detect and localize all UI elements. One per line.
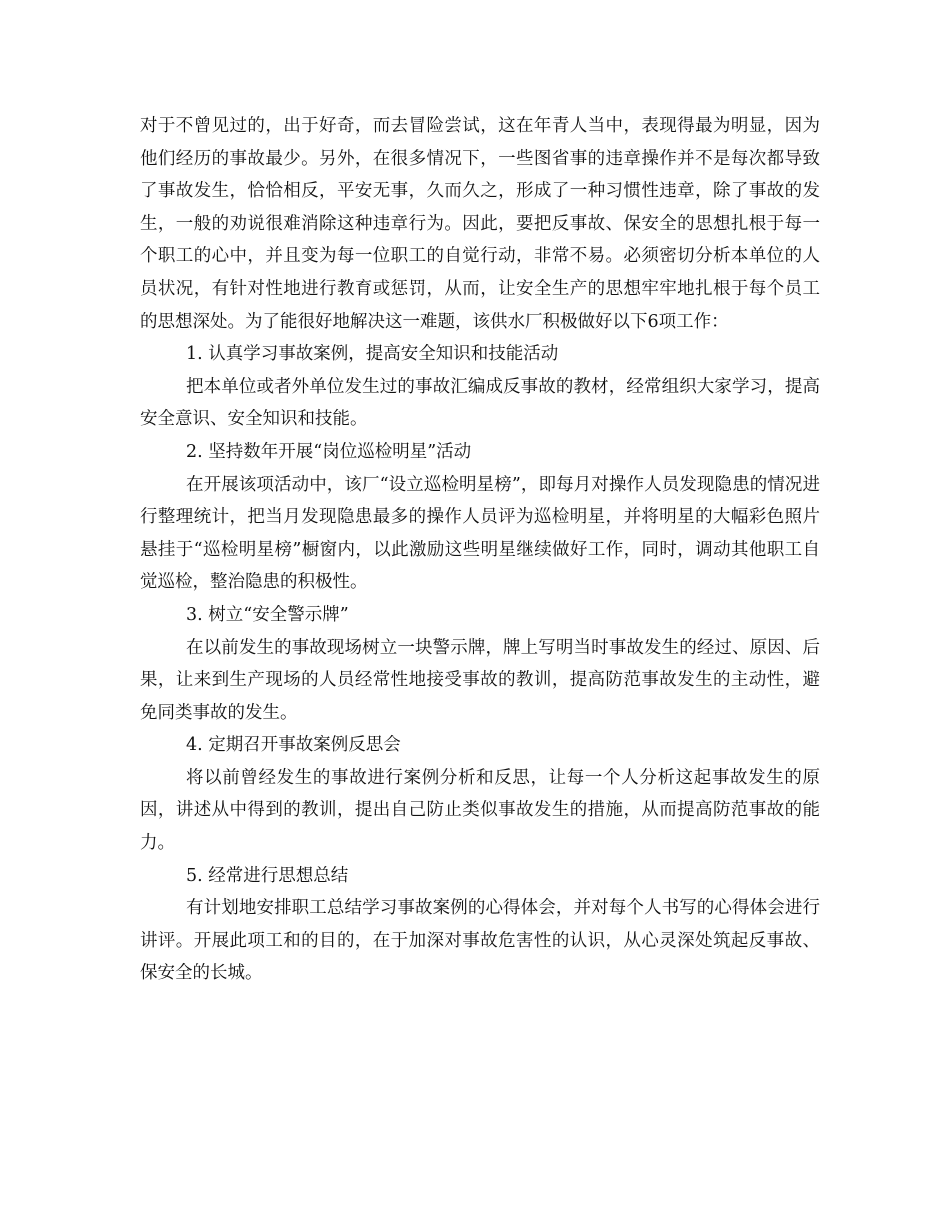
- section-heading-4: 4. 定期召开事故案例反思会: [186, 735, 401, 756]
- section-heading-3: 3. 树立“安全警示牌”: [186, 604, 349, 625]
- section-heading-5: 5. 经常进行思想总结: [186, 865, 349, 886]
- section-body-2: 在开展该项活动中，该厂“设立巡检明星榜”，即每月对操作人员发现隐患的情况进行整理统计，把当月发现隐患最多的操作人员评为巡检明星，并将明星的大幅彩色照片悬挂于“巡检明星榜”橱窗内，以此激励这些明星继续做好工作，同时，调动其他职工自觉巡检，整治隐患的积极性。: [140, 474, 820, 593]
- section-heading-2: 2. 坚持数年开展“岗位巡检明星”活动: [186, 441, 472, 462]
- document-page: [140, 110, 820, 990]
- section-heading-1: 1. 认真学习事故案例，提高安全知识和技能活动: [186, 344, 559, 365]
- section-body-4: 将以前曾经发生的事故进行案例分析和反思，让每一个人分析这起事故发生的原因，讲述从中得到的教训，提出自己防止类似事故发生的措施，从而提高防范事故的能力。: [140, 767, 820, 854]
- section-body-5: 有计划地安排职工总结学习事故案例的心得体会，并对每个人书写的心得体会进行讲评。开展此项工和的目的，在于加深对事故危害性的认识，从心灵深处筑起反事故、保安全的长城。: [140, 898, 820, 984]
- intro-paragraph: 对于不曾见过的，出于好奇，而去冒险尝试，这在年青人当中，表现得最为明显，因为他们经历的事故最少。另外，在很多情况下，一些图省事的违章操作并不是每次都导致了事故发生，恰恰相反，平安无事，久而久之，形成了一种习惯性违章，除了事故的发生，一般的劝说很难消除这种违章行为。因此，要把反事故、保安全的思想扎根于每一个职工的心中，并且变为每一位职工的自觉行动，非常不易。必须密切分析本单位的人员状况，有针对性地进行教育或惩罚，从而，让安全生产的思想牢牢地扎根于每个员工的思想深处。为了能很好地解决这一难题，该供水厂积极做好以下6项工作：: [140, 116, 820, 332]
- section-body-3: 在以前发生的事故现场树立一块警示牌，牌上写明当时事故发生的经过、原因、后果，让来到生产现场的人员经常性地接受事故的教训，提高防范事故发生的主动性，避免同类事故的发生。: [140, 637, 820, 723]
- section-body-1: 把本单位或者外单位发生过的事故汇编成反事故的教材，经常组织大家学习，提高安全意识、安全知识和技能。: [140, 376, 820, 430]
